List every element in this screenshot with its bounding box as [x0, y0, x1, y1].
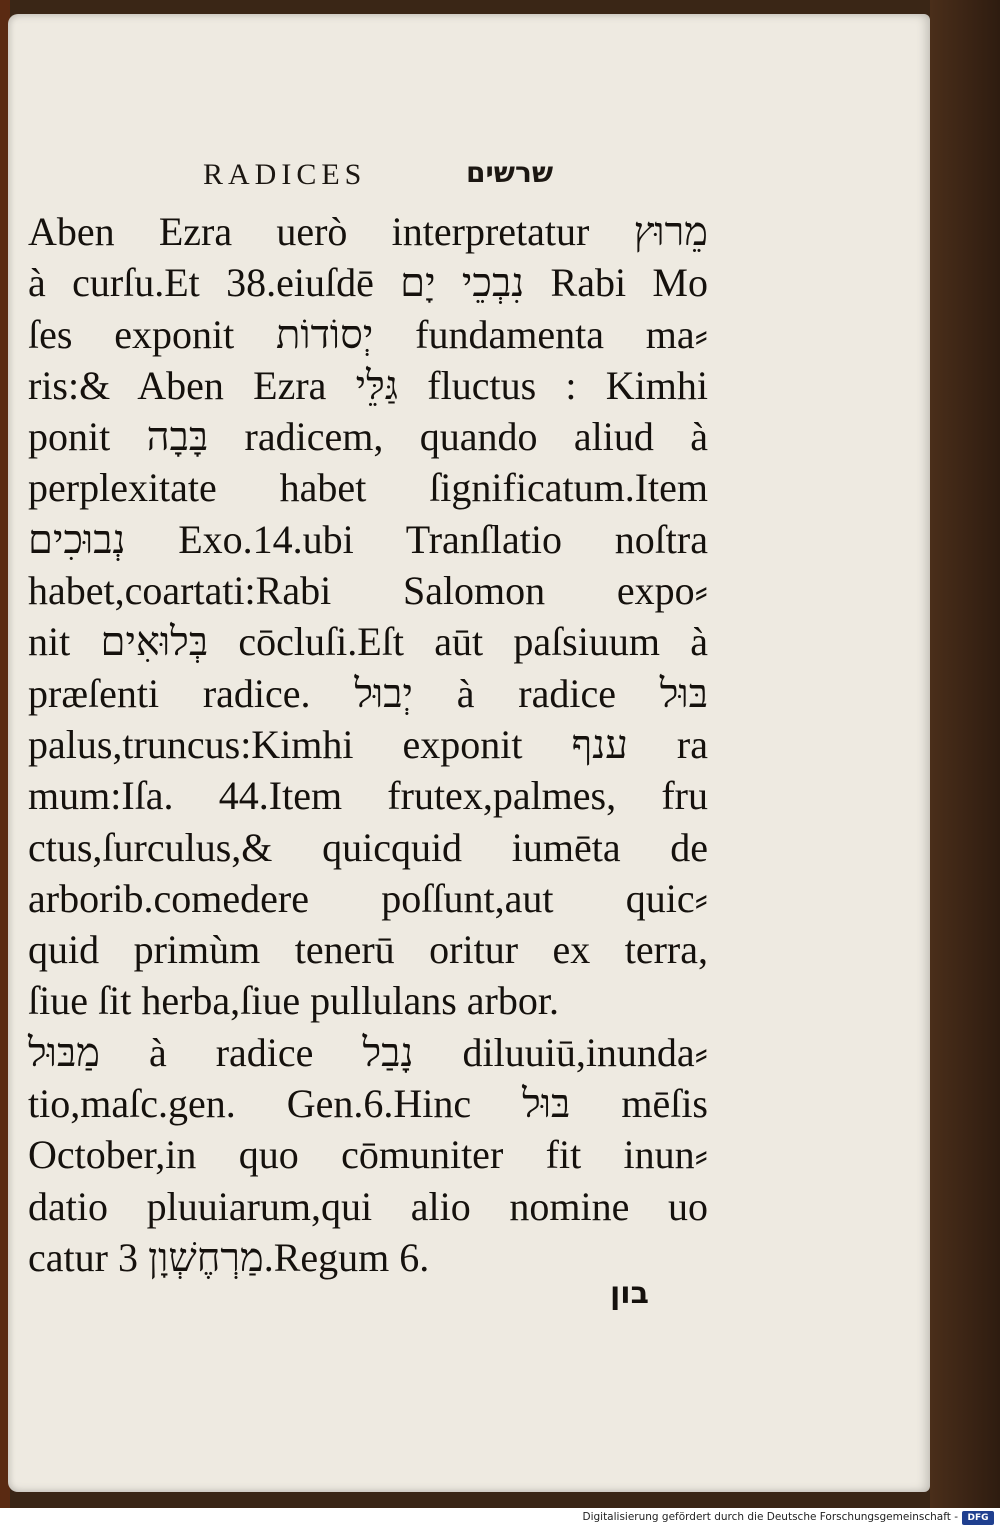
text-line: habet,coartati:Rabi Salomon expo⸗ [28, 568, 708, 614]
running-head-latin: RADICES [203, 158, 367, 191]
text-line: tio,maſc.gen. Gen.6.Hinc בּוּל mēſis [28, 1081, 708, 1127]
text-line: datio pluuiarum,qui alio nomine uo [28, 1183, 708, 1229]
text-line: מַבּוּל à radice נָבַל diluuiū,inunda⸗ [28, 1029, 708, 1075]
text-line: palus,truncus:Kimhi exponit ענף ra [28, 721, 708, 767]
book-edge [930, 0, 1000, 1508]
page-sheet [8, 14, 930, 1492]
text-line: mum:Iſa. 44.Item frutex,palmes, fru [28, 773, 708, 819]
catchword: בון [610, 1276, 649, 1311]
body-text [28, 206, 708, 1283]
footer-credit: Digitalisierung gefördert durch die Deutsche Forschungsgemeinschaft - [582, 1511, 958, 1523]
text-line: ſes exponit יְסוֹדוֹת fundamenta ma⸗ [28, 311, 708, 357]
text-line: Aben Ezra uerò interpretatur מֵרוּץ [28, 209, 708, 254]
running-head-hebrew: שרשים [466, 156, 554, 189]
text-line: ſiue ſit herba,ſiue pullulans arbor. [28, 978, 559, 1024]
text-line: à curſu.Et 38.eiuſdē נִבְכֵי יָם Rabi Mo [28, 260, 708, 306]
text-line: perplexitate habet ſignificatum.Item [28, 465, 708, 511]
text-line: October,in quo cōmuniter fit inun⸗ [28, 1132, 708, 1178]
text-line: catur מַרְחֶשְׁוָן 3.Regum 6. [28, 1234, 430, 1280]
text-line: nit בְּלוּאִים cōcluſi.Eſt aūt paſsiuum à [28, 619, 708, 665]
text-line: arborib.comedere poſſunt,aut quic⸗ [28, 875, 708, 921]
text-line: ris:& Aben Ezra גַּלֵּי fluctus : Kimhi [28, 362, 708, 408]
text-line: נְבוּכִים Exo.14.ubi Tranſlatio noſtra [28, 516, 708, 562]
running-head [8, 154, 930, 204]
text-line: ctus,ſurculus,& quicquid iumēta de [28, 824, 708, 870]
text-line: ponit בָּבָה radicem, quando aliud à [28, 414, 708, 460]
digitization-footer [0, 1508, 1000, 1529]
text-line: quid primùm tenerū oritur ex terra, [28, 927, 708, 973]
text-line: præſenti radice. יְבוּל à radice בּוּל [28, 670, 708, 716]
dfg-logo[interactable]: DFG [962, 1511, 994, 1525]
